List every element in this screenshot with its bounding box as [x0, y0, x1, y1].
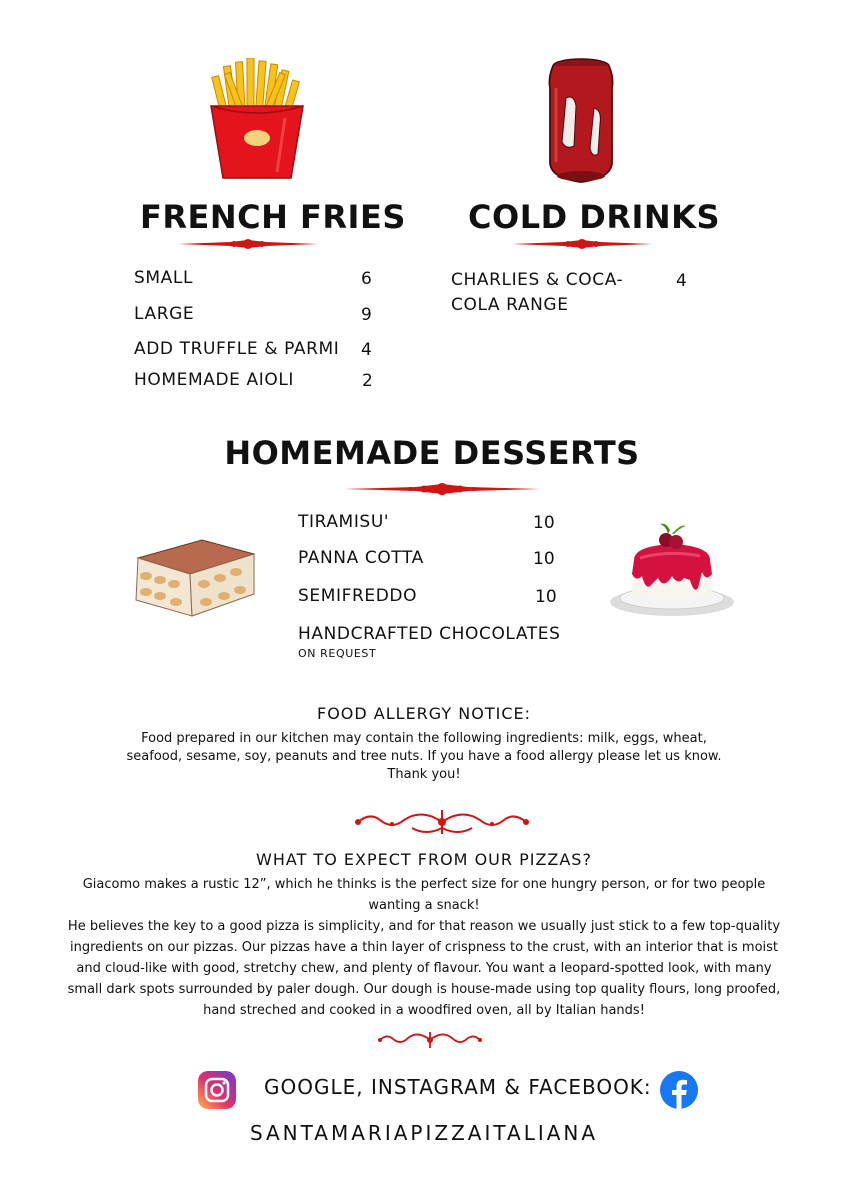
- menu-item-name: ADD TRUFFLE & PARMI: [134, 339, 340, 359]
- menu-item-name: LARGE: [134, 304, 195, 324]
- pizza-description-line: Giacomo makes a rustic 12”, which he thinks is the perfect size for one hungry person, or for two people: [82, 877, 766, 892]
- menu-item-name: CHARLIES & COCA-: [451, 270, 624, 290]
- section-title-cold-drinks: COLD DRINKS: [468, 198, 721, 236]
- tiramisu-icon: [130, 520, 260, 620]
- menu-item-price: 6: [361, 269, 372, 289]
- facebook-icon[interactable]: [660, 1071, 698, 1109]
- menu-item-price: 10: [535, 587, 557, 607]
- divider-ornament: [344, 482, 540, 496]
- menu-item-note: ON REQUEST: [298, 647, 377, 660]
- section-title-desserts: HOMEMADE DESSERTS: [224, 434, 640, 472]
- allergy-notice-line: seafood, sesame, soy, peanuts and tree nuts. If you have a food allergy please let us know.: [126, 749, 722, 764]
- flourish-ornament: [378, 1028, 482, 1052]
- flourish-ornament: [352, 806, 532, 838]
- menu-item-name-continued: COLA RANGE: [451, 295, 569, 315]
- divider-ornament: [178, 238, 318, 250]
- french-fries-icon: [205, 58, 309, 182]
- allergy-notice-line: Food prepared in our kitchen may contain the following ingredients: milk, eggs, wheat,: [141, 731, 707, 746]
- pizza-description-line: and cloud-like with good, stretchy chew, and plenty of flavour. You want a leopard-spotted look, with many: [76, 961, 772, 976]
- pizza-description-line: He believes the key to a good pizza is simplicity, and for that reason we usually just stick to a few top-quality: [67, 919, 781, 934]
- pizza-description-line: wanting a snack!: [368, 898, 480, 913]
- allergy-notice-title: FOOD ALLERGY NOTICE:: [317, 704, 531, 723]
- menu-item-name: SEMIFREDDO: [298, 586, 418, 606]
- allergy-notice-line: Thank you!: [387, 767, 461, 782]
- menu-item-name: PANNA COTTA: [298, 548, 424, 568]
- social-label: GOOGLE, INSTAGRAM & FACEBOOK:: [264, 1075, 652, 1099]
- menu-item-price: 9: [361, 305, 372, 325]
- social-handle: SANTAMARIAPIZZAITALIANA: [249, 1121, 599, 1145]
- pizza-description-line: ingredients on our pizzas. Our pizzas have a thin layer of crispness to the crust, with an interior that is moist: [69, 940, 779, 955]
- menu-item-name: TIRAMISU': [298, 512, 390, 532]
- menu-item-name: HOMEMADE AIOLI: [134, 370, 295, 390]
- menu-item-price: 4: [676, 271, 687, 291]
- panna-cotta-icon: [608, 520, 740, 620]
- pizza-section-title: WHAT TO EXPECT FROM OUR PIZZAS?: [256, 850, 592, 869]
- soda-can-icon: [544, 58, 618, 186]
- menu-item-price: 10: [533, 549, 555, 569]
- menu-item-price: 2: [362, 371, 373, 391]
- menu-item-name: HANDCRAFTED CHOCOLATES: [298, 624, 561, 644]
- menu-item-price: 10: [533, 513, 555, 533]
- section-title-french-fries: FRENCH FRIES: [140, 198, 406, 236]
- pizza-description-line: small dark spots surrounded by paler dough. Our dough is house-made using top quality flours, long proofed,: [67, 982, 781, 997]
- divider-ornament: [512, 238, 652, 250]
- pizza-description-line: hand streched and cooked in a woodfired oven, all by Italian hands!: [203, 1003, 645, 1018]
- instagram-icon[interactable]: [198, 1071, 236, 1109]
- menu-item-price: 4: [361, 340, 372, 360]
- menu-item-name: SMALL: [134, 268, 194, 288]
